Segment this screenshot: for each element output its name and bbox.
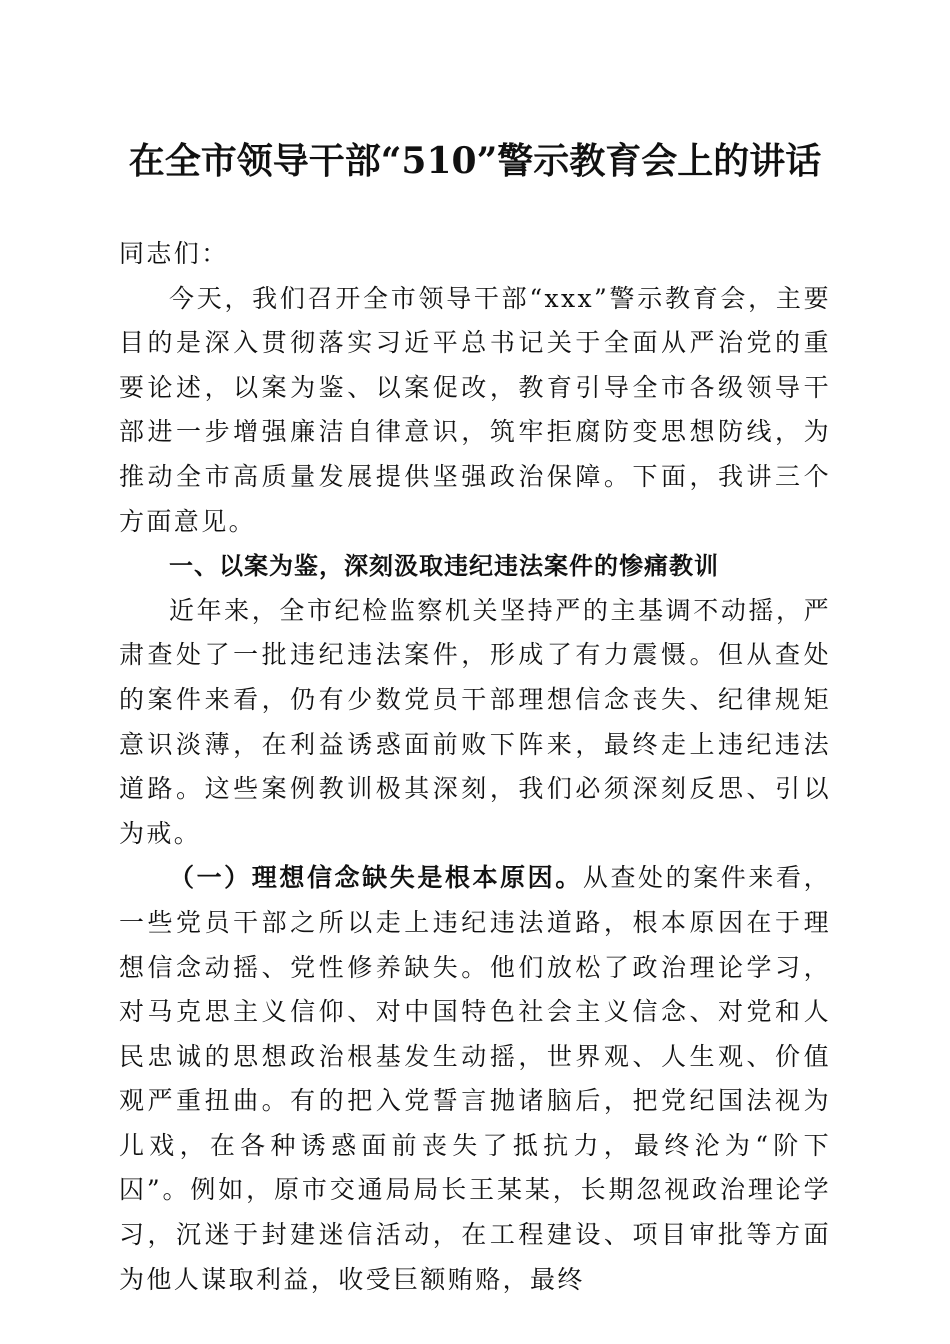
document-title: 在全市领导干部“510”警示教育会上的讲话 (128, 140, 822, 182)
document-body (119, 232, 831, 1302)
section-1-paragraph: 近年来，全市纪检监察机关坚持严的主基调不动摇，严肃查处了一批违纪违法案件，形成了有力震慑。但从查处的案件来看，仍有少数党员干部理想信念丧失、纪律规矩意识淡薄，在利益诱惑面前败下阵来，最终走上违纪违法道路。这些案例教训极其深刻，我们必须深刻反思、引以为戒。 (119, 595, 831, 848)
subsection-1-lead: （一）理想信念缺失是根本原因。 (169, 863, 583, 893)
intro-paragraph: 今天，我们召开全市领导干部“xxx”警示教育会，主要目的是深入贯彻落实习近平总书记关于全面从严治党的重要论述，以案为鉴、以案促改，教育引导全市各级领导干部进一步增强廉洁自律意识，筑牢拒腐防变思想防线，为推动全市高质量发展提供坚强政治保障。下面，我讲三个方面意见。 (119, 283, 831, 536)
subsection-1-paragraph (119, 856, 831, 1302)
salutation: 同志们： (119, 239, 229, 268)
subsection-1-text: 从查处的案件来看，一些党员干部之所以走上违纪违法道路，根本原因在于理想信念动摇、党性修养缺失。他们放松了政治理论学习，对马克思主义信仰、对中国特色社会主义信念、对党和人民忠诚的思想政治根基发生动摇，世界观、人生观、价值观严重扭曲。有的把入党誓言抛诸脑后，把党纪国法视为儿戏，在各种诱惑面前丧失了抵抗力，最终沦为“阶下囚”。例如，原市交通局局长王某某，长期忽视政治理论学习，沉迷于封建迷信活动，在工程建设、项目审批等方面为他人谋取利益，收受巨额贿赂，最终 (119, 863, 831, 1294)
section-heading-1: 一、以案为鉴，深刻汲取违纪违法案件的惨痛教训 (169, 552, 719, 581)
